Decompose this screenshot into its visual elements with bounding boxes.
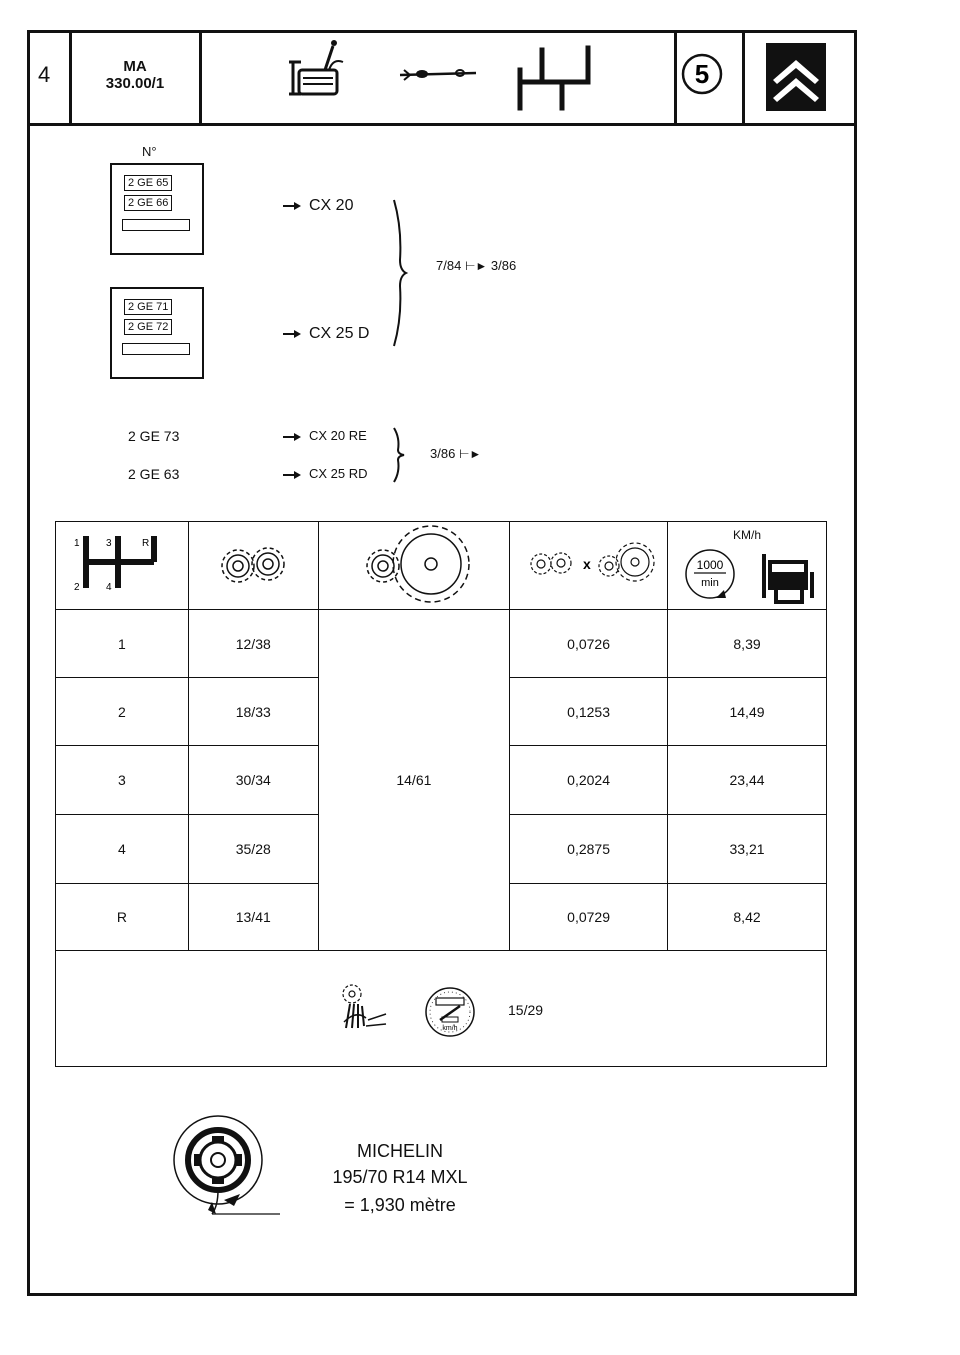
overall-cell: 0,2024: [510, 746, 668, 815]
svg-text:3: 3: [105, 538, 112, 549]
model-cx20: CX 20: [283, 197, 353, 215]
svg-text:1000: 1000: [696, 558, 724, 572]
gearbox-lever-icon: [285, 34, 355, 104]
plate-code: 2 GE 66: [124, 195, 172, 211]
tyre-size: 195/70 R14 MXL: [332, 1167, 468, 1187]
gear-cell: 1: [56, 610, 189, 678]
gear-cell: 2: [56, 678, 189, 746]
period-1: 7/84 ⊢► 3/86: [436, 258, 517, 273]
speed-cell: 23,44: [668, 746, 827, 815]
shift-diagram-icon: [62, 524, 182, 604]
plate-box-2: [110, 287, 204, 379]
svg-text:1: 1: [73, 538, 80, 549]
ratio-cell: 12/38: [188, 610, 318, 678]
period-2: 3/86 ⊢►: [430, 446, 482, 461]
cable-link-icon: [398, 62, 478, 86]
speed-cell: 14,49: [668, 678, 827, 746]
bracket-1: [392, 198, 412, 348]
svg-text:4: 4: [105, 582, 112, 593]
overall-cell: 0,0726: [510, 610, 668, 678]
overall-ratio-icon: [519, 534, 659, 594]
speedometer-drive-gear-icon: [336, 980, 388, 1032]
document-code: MA 330.00/1: [105, 58, 165, 92]
svg-text:x: x: [582, 556, 591, 572]
kmh-label: KM/h: [733, 528, 762, 542]
overall-cell: 0,0729: [510, 884, 668, 951]
svg-text:5: 5: [694, 59, 710, 89]
bracket-2: [392, 426, 408, 484]
page-number: 4: [38, 62, 51, 87]
speedo-ratio: 15/29: [508, 1002, 544, 1018]
overall-ratio-header: [510, 522, 668, 610]
gear-cell: R: [56, 884, 189, 951]
shift-pattern-icon: [512, 40, 596, 116]
ratio-cell: 30/34: [188, 746, 318, 815]
gear-ratio-table: [55, 521, 827, 951]
overall-cell: 0,1253: [510, 678, 668, 746]
plate-slot: [122, 219, 190, 231]
code-2ge63: 2 GE 63: [128, 466, 180, 482]
citroen-logo-icon: [765, 42, 827, 112]
gear-cell: 4: [56, 815, 189, 884]
speed-cell: 33,21: [668, 815, 827, 884]
model-cx20re: CX 20 RE: [283, 428, 367, 443]
svg-text:min: min: [701, 577, 719, 589]
code-2ge73: 2 GE 73: [128, 428, 180, 444]
speedometer-icon: [422, 984, 478, 1040]
plate-box-1: [110, 163, 204, 255]
overall-cell: 0,2875: [510, 815, 668, 884]
table-header-row: [56, 522, 827, 610]
svg-text:km/h: km/h: [442, 1025, 458, 1032]
speed-header: [668, 522, 827, 610]
tyre-wheel-icon: [168, 1110, 288, 1222]
plate-code: 2 GE 71: [124, 299, 172, 315]
operation-number-icon: [680, 52, 724, 96]
gear-pair-icon: [208, 534, 298, 594]
gear-cell: 3: [56, 746, 189, 815]
plate-code: 2 GE 72: [124, 319, 172, 335]
ratio-cell: 35/28: [188, 815, 318, 884]
table-row: [56, 610, 827, 678]
rpm-engine-icon: [672, 536, 822, 606]
final-drive-header: [318, 522, 510, 610]
svg-text:2: 2: [73, 582, 80, 593]
number-label: N°: [142, 144, 157, 159]
speed-cell: 8,39: [668, 610, 827, 678]
speed-cell: 8,42: [668, 884, 827, 951]
ratio-cell: 18/33: [188, 678, 318, 746]
tyre-info: [300, 1138, 500, 1218]
plate-slot: [122, 343, 190, 355]
shift-diagram-cell: [56, 522, 189, 610]
model-cx25d: CX 25 D: [283, 325, 369, 343]
plate-code: 2 GE 65: [124, 175, 172, 191]
tyre-circumference: = 1,930 mètre: [344, 1195, 456, 1215]
final-drive-cell: 14/61: [318, 610, 510, 951]
gear-pair-header: [188, 522, 318, 610]
model-cx25rd: CX 25 RD: [283, 466, 368, 481]
tyre-brand: MICHELIN: [356, 1141, 443, 1161]
ratio-cell: 13/41: [188, 884, 318, 951]
final-drive-gear-icon: [349, 522, 479, 606]
svg-text:R: R: [141, 538, 150, 549]
